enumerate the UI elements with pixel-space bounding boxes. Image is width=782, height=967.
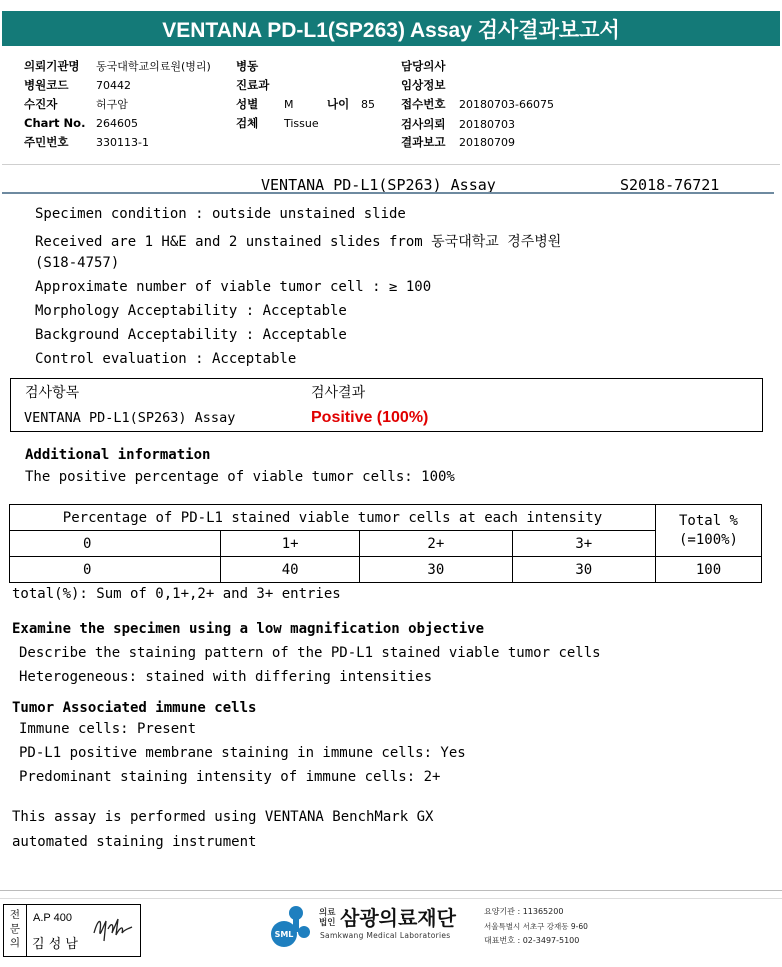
report-date-field [401,134,515,150]
org-name-en: Samkwang Medical Laboratories [320,931,451,940]
viable-tumor-cells: Approximate number of viable tumor cell : ≥ 100 [35,279,432,295]
immune-heading: Tumor Associated immune cells [12,700,257,716]
resident-no-value: 330113-1 [96,136,149,149]
method-line1: This assay is performed using VENTANA BenchMark GX [12,809,434,825]
level-2plus: 2+ [360,531,512,557]
background-acceptability: Background Acceptability : Acceptable [35,327,347,343]
immune-line1: Immune cells: Present [19,721,197,737]
value-1plus: 40 [221,557,360,583]
morphology-acceptability: Morphology Acceptability : Acceptable [35,303,347,319]
specialist-label-cell [4,905,27,956]
institution-field [24,58,211,74]
logo-abbr: SML [274,930,294,939]
header-divider [2,192,774,194]
receipt-no-value: 20180703-66075 [459,98,554,111]
value-0: 0 [10,557,221,583]
receipt-no-field [401,96,554,112]
footer-divider [0,890,782,891]
immune-line3: Predominant staining intensity of immune cells: 2+ [19,769,441,785]
examine-line2: Heterogeneous: stained with differing intensities [19,669,433,685]
sml-logo-icon [268,904,316,948]
result-row [11,405,763,432]
request-date-label: 검사의뢰 [401,117,446,131]
sex-field [236,96,294,112]
footer-divider-2 [0,898,782,899]
institution-label: 의뢰기관명 [24,59,80,73]
immune-line2: PD-L1 positive membrane staining in immune cells: Yes [19,745,466,761]
chart-no-label: Chart No. [24,116,86,130]
ap-number: A.P 400 [33,912,72,924]
control-evaluation: Control evaluation : Acceptable [35,351,297,367]
report-title: VENTANA PD-L1(SP263) Assay 검사결과보고서 [2,11,780,46]
value-total: 100 [656,557,762,583]
result-value: Positive (100%) [311,408,429,426]
value-2plus: 30 [360,557,512,583]
specimen-condition: Specimen condition : outside unstained slide [35,206,406,222]
org-type: 의료 법인 [319,908,336,928]
specialist-label: 전문의 [9,909,21,949]
resident-no-label: 주민번호 [24,135,69,149]
doctor-label: 담당의사 [401,59,446,73]
ward-field [236,58,258,74]
examine-line1: Describe the staining pattern of the PD-L1 stained viable tumor cells [19,645,601,661]
level-3plus: 3+ [512,531,656,557]
specimen-field [236,115,319,131]
hospital-code-label: 병원코드 [24,78,69,92]
org-phone: 대표번호 : 02-3497-5100 [484,936,580,945]
patient-label: 수진자 [24,97,58,111]
examine-heading: Examine the specimen using a low magnification objective [12,621,485,637]
report-id: S2018-76721 [620,176,720,194]
sex-label: 성별 [236,97,259,111]
patient-field [24,96,128,112]
result-table [10,378,763,432]
request-date-field [401,116,515,132]
specimen-value: Tissue [284,117,319,130]
institution-value: 동국대학교의료원(병리) [96,60,211,73]
hospital-code-field [24,77,131,93]
level-1plus: 1+ [221,531,360,557]
report-date-label: 결과보고 [401,135,446,149]
clinical-info-field [401,77,445,93]
col-result-header: 검사결과 [311,379,763,405]
received-slides: Received are 1 H&E and 2 unstained slides from 동국대학교 경주병원 [35,234,562,250]
value-3plus: 30 [512,557,656,583]
hospital-code-value: 70442 [96,79,131,92]
age-label: 나이 [327,97,350,111]
intensity-levels-row [10,531,762,557]
intensity-values-row [10,557,762,583]
age-field [327,96,375,112]
total-header [656,505,762,557]
specialist-box [3,904,141,957]
receipt-no-label: 접수번호 [401,97,446,111]
agency-number: 요양기관 : 11365200 [484,907,564,916]
result-value-cell [311,405,763,432]
intensity-header: Percentage of PD-L1 stained viable tumor cells at each intensity [10,505,656,531]
method-line2: automated staining instrument [12,834,257,850]
slide-id: (S18-4757) [35,255,120,271]
additional-text: The positive percentage of viable tumor cells: 100% [25,469,455,485]
org-name: 삼광의료재단 [340,906,456,930]
ward-label: 병동 [236,59,259,73]
chart-no-field [24,116,138,130]
signature-icon [90,911,136,949]
specimen-label: 검체 [236,116,259,130]
total-header-line2: (=100%) [678,531,738,548]
clinical-info-label: 임상정보 [401,78,446,92]
org-address: 서울특별시 서초구 강재동 9-60 [484,922,588,931]
sex-value: M [284,98,294,111]
total-note: total(%): Sum of 0,1+,2+ and 3+ entries [12,586,341,602]
additional-heading: Additional information [25,447,211,463]
col-item-header: 검사항목 [11,379,312,405]
chart-no-value: 264605 [96,117,138,130]
result-table-header [11,379,763,405]
result-item: VENTANA PD-L1(SP263) Assay [11,405,312,432]
specialist-name: 김 성 남 [32,937,78,952]
report-date-value: 20180709 [459,136,515,149]
level-0: 0 [10,531,221,557]
request-date-value: 20180703 [459,118,515,131]
age-value: 85 [361,98,375,111]
total-header-line1: Total % [678,512,738,529]
department-field [236,77,269,93]
assay-name-header: VENTANA PD-L1(SP263) Assay [261,176,496,194]
doctor-field [401,58,445,74]
resident-no-field [24,134,149,150]
intensity-table [9,504,762,583]
patient-value: 허구암 [96,98,128,111]
department-label: 진료과 [236,78,270,92]
